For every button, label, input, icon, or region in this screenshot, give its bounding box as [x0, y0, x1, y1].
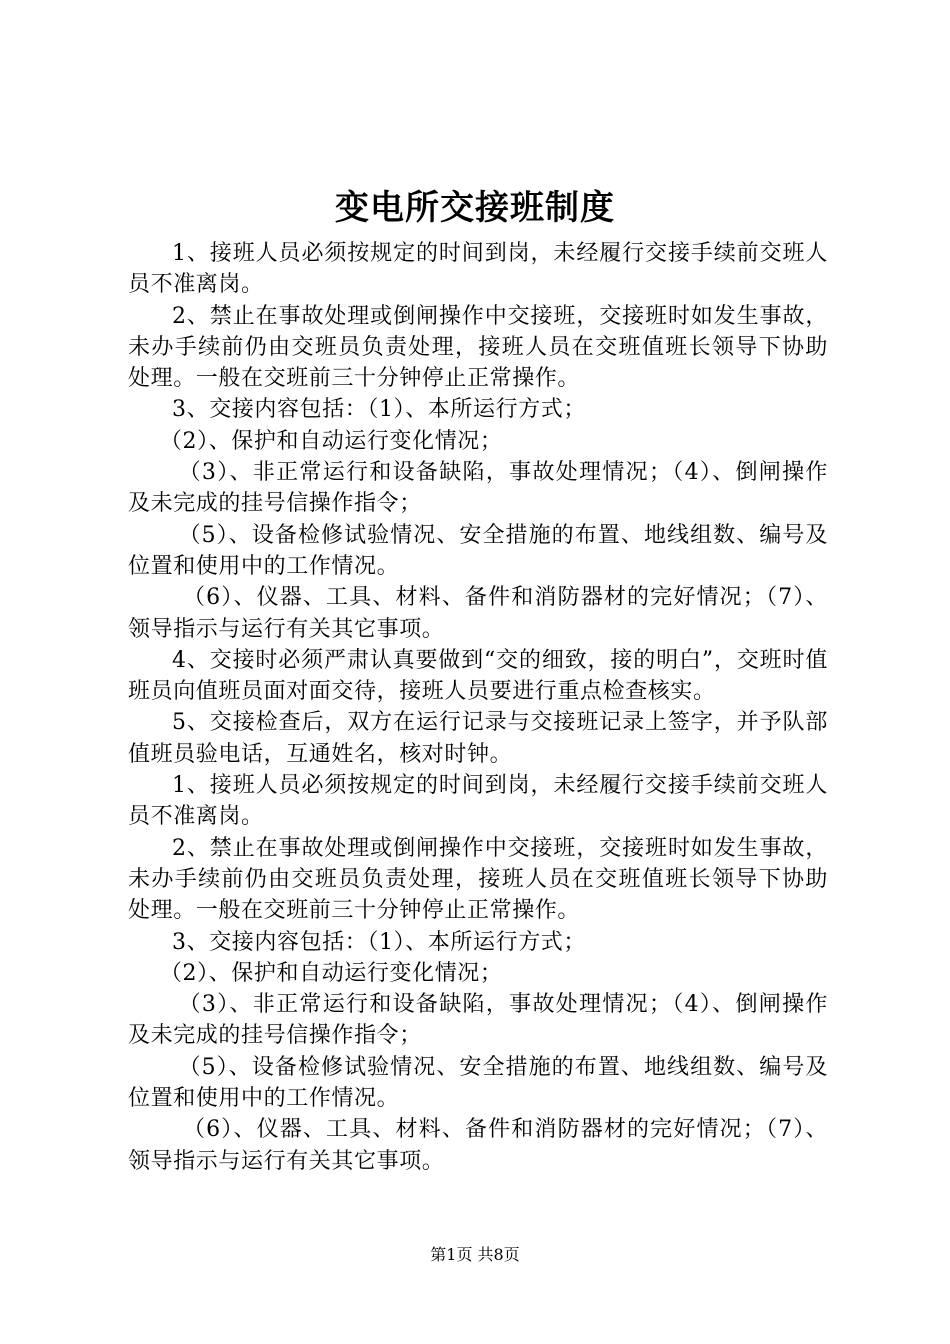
paragraph-16: （6）、仪器、工具、材料、备件和消防器材的完好情况；（7）、领导指示与运行有关其它事项。 — [128, 1117, 828, 1174]
paragraph-12: 3、交接内容包括：（1）、本所运行方式； — [172, 929, 586, 955]
paragraph-9: 5、交接检查后，双方在运行记录与交接班记录上签字，并予队部值班员验电话，互通姓名，核对时钟。 — [128, 710, 828, 767]
paragraph-14: （3）、非正常运行和设备缺陷，事故处理情况；（4）、倒闸操作及未完成的挂号信操作指令； — [128, 992, 828, 1049]
paragraph-13: （2）、保护和自动运行变化情况； — [159, 960, 503, 986]
paragraph-10: 1、接班人员必须按规定的时间到岗，未经履行交接手续前交班人员不准离岗。 — [128, 773, 828, 830]
document-body — [128, 238, 828, 1177]
paragraph-15: （5）、设备检修试验情况、安全措施的布置、地线组数、编号及位置和使用中的工作情况。 — [128, 1054, 828, 1112]
paragraph-11: 2、禁止在事故处理或倒闸操作中交接班，交接班时如发生事故，未办手续前仍由交班员负责处理，接班人员在交班值班长领导下协助处理。一般在交班前三十分钟停止正常操作。 — [128, 835, 828, 924]
paragraph-4: （2）、保护和自动运行变化情况； — [159, 428, 503, 454]
paragraph-7: （6）、仪器、工具、材料、备件和消防器材的完好情况；（7）、领导指示与运行有关其它事项。 — [128, 585, 828, 642]
document-title: 变电所交接班制度 — [335, 188, 615, 228]
paragraph-6: （5）、设备检修试验情况、安全措施的布置、地线组数、编号及位置和使用中的工作情况。 — [128, 522, 828, 579]
paragraph-8: 4、交接时必须严肃认真要做到“交的细致，接的明白”，交班时值班员向值班员面对面交待，接班人员要进行重点检查核实。 — [128, 647, 828, 705]
paragraph-2: 2、禁止在事故处理或倒闸操作中交接班，交接班时如发生事故，未办手续前仍由交班员负责处理，接班人员在交班值班长领导下协助处理。一般在交班前三十分钟停止正常操作。 — [128, 303, 828, 392]
paragraph-3: 3、交接内容包括：（1）、本所运行方式； — [172, 397, 586, 423]
paragraph-5: （3）、非正常运行和设备缺陷，事故处理情况；（4）、倒闸操作及未完成的挂号信操作指令； — [128, 460, 828, 517]
paragraph-1: 1、接班人员必须按规定的时间到岗，未经履行交接手续前交班人员不准离岗。 — [128, 241, 828, 298]
page-number-footer: 第1页 共8页 — [430, 1245, 520, 1264]
